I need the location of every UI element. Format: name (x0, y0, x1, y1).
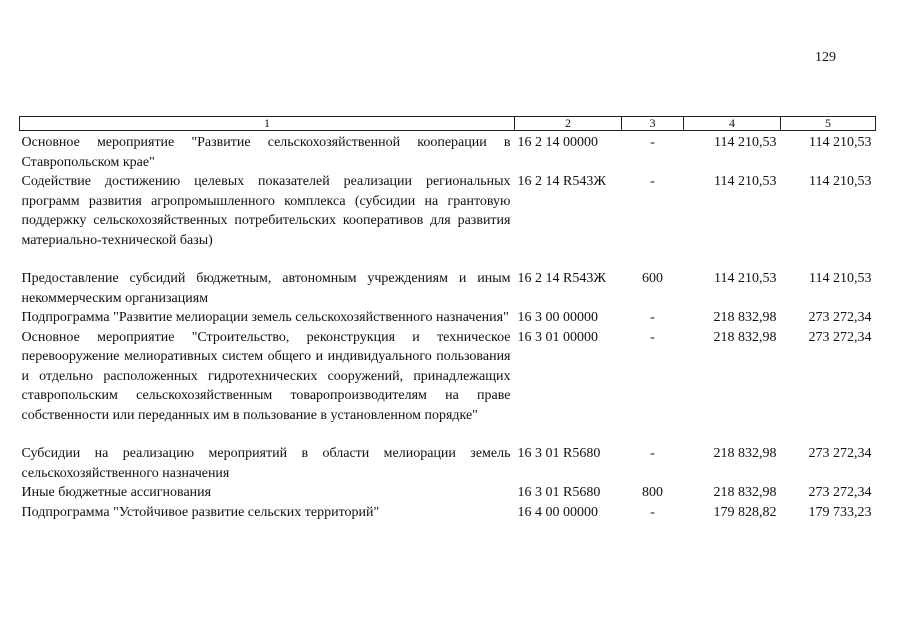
row-value-4: 218 832,98 (713, 485, 777, 500)
row-value-5: 114 210,53 (809, 135, 872, 150)
row-code: 16 3 01 00000 (517, 329, 598, 345)
header-col-2: 2 (515, 117, 622, 131)
row-type: - (650, 504, 655, 520)
row-value-5: 273 272,34 (808, 485, 872, 500)
row-name: Основное мероприятие "Строительство, реконструкция и техническое перевооружение мелиоративных систем общего и индивидуального пользования и отдельно расположенных гидротехнических сооружений, принадлежащих ставропольским сельскохозяйственным товаропроизводителям на праве собственности или переданных им в пользование в установленном порядке" (21, 329, 511, 423)
row-value-4: 114 210,53 (714, 174, 777, 189)
row-value-5: 114 210,53 (809, 174, 872, 189)
table-row (20, 444, 876, 483)
table-row (20, 503, 876, 523)
row-type: 600 (642, 271, 663, 286)
row-value-4: 218 832,98 (713, 329, 777, 345)
budget-table-container (19, 116, 875, 522)
table-body (20, 131, 876, 523)
header-row (20, 117, 876, 131)
row-value-4: 179 828,82 (713, 504, 777, 520)
row-name: Подпрограмма "Развитие мелиорации земель сельскохозяйственного назначения" (21, 310, 509, 325)
header-col-4: 4 (684, 117, 781, 131)
table-row (20, 483, 876, 503)
header-col-1: 1 (20, 117, 515, 131)
table-row (20, 131, 876, 173)
row-value-5: 114 210,53 (809, 271, 872, 286)
row-code: 16 3 01 R5680 (517, 485, 601, 500)
row-value-4: 114 210,53 (714, 271, 777, 286)
page-number: 129 (815, 50, 836, 65)
row-name: Содействие достижению целевых показателей реализации региональных программ развития агропромышленного комплекса (субсидии на грантовую поддержку сельскохозяйственных потребительских кооперативов для развития материально-технической базы) (21, 174, 511, 248)
row-type: - (650, 310, 655, 325)
header-col-5: 5 (781, 117, 876, 131)
row-name: Предоставление субсидий бюджетным, автономным учреждениям и иным некоммерческим организациям (21, 271, 511, 306)
row-code: 16 2 14 R543Ж (517, 271, 606, 286)
table-row (20, 172, 876, 269)
budget-table (19, 116, 876, 522)
table-row (20, 308, 876, 328)
header-col-3: 3 (622, 117, 684, 131)
row-value-5: 273 272,34 (808, 329, 872, 345)
table-row (20, 328, 876, 445)
row-name: Подпрограмма "Устойчивое развитие сельских территорий" (21, 504, 380, 520)
row-value-5: 179 733,23 (808, 504, 872, 520)
row-code: 16 3 01 R5680 (517, 446, 601, 461)
table-header (20, 117, 876, 131)
row-code: 16 2 14 R543Ж (517, 174, 606, 189)
row-value-5: 273 272,34 (808, 446, 872, 461)
row-value-4: 218 832,98 (713, 446, 777, 461)
row-name: Субсидии на реализацию мероприятий в области мелиорации земель сельскохозяйственного назначения (21, 446, 511, 481)
row-value-4: 218 832,98 (713, 310, 777, 325)
row-type: - (650, 446, 655, 461)
row-name: Иные бюджетные ассигнования (21, 485, 212, 500)
row-code: 16 4 00 00000 (517, 504, 598, 520)
row-code: 16 2 14 00000 (517, 135, 598, 150)
row-value-5: 273 272,34 (808, 310, 872, 325)
row-type: - (650, 135, 655, 150)
row-value-4: 114 210,53 (714, 135, 777, 150)
table-row (20, 269, 876, 308)
row-type: - (650, 329, 655, 345)
row-type: 800 (642, 485, 663, 500)
row-type: - (650, 174, 655, 189)
row-code: 16 3 00 00000 (517, 310, 598, 325)
row-name: Основное мероприятие "Развитие сельскохозяйственной кооперации в Ставропольском крае" (21, 135, 511, 170)
